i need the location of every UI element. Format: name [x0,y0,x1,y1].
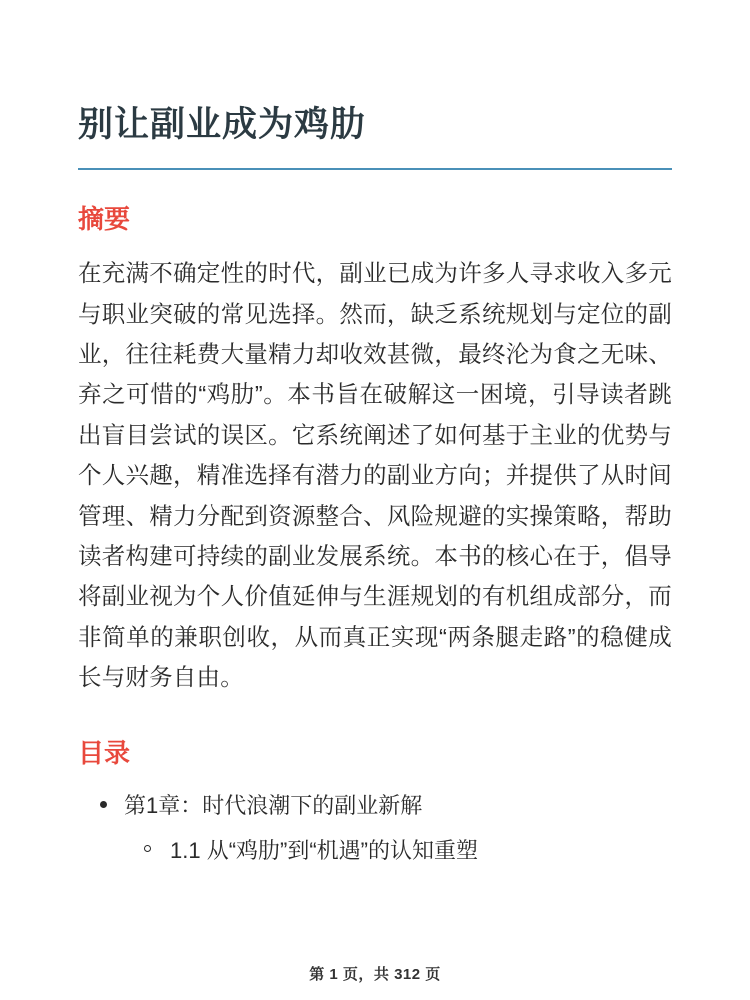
toc-chapter-label: 第1章：时代浪潮下的副业新解 [124,792,423,818]
toc-list [78,789,672,867]
toc-section-label: 1.1 从“鸡肋”到“机遇”的认知重塑 [170,837,479,863]
page-title: 别让副业成为鸡肋 [78,105,367,144]
abstract-body: 在充满不确定性的时代，副业已成为许多人寻求收入多元与职业突破的常见选择。然而，缺乏系统规划与定位的副业，往往耗费大量精力却收效甚微，最终沦为食之无味、弃之可惜的“鸡肋”。本书旨在破解这一困境，引导读者跳出盲目尝试的误区。它系统阐述了如何基于主业的优势与个人兴趣，精准选择有潜力的副业方向；并提供了从时间管理、精力分配到资源整合、风险规避的实操策略，帮助读者构建可持续的副业发展系统。本书的核心在于，倡导将副业视为个人价值延伸与生涯规划的有机组成部分，而非简单的兼职创收，从而真正实现“两条腿走路”的稳健成长与财务自由。 [78,260,672,691]
toc-heading: 目录 [78,737,131,768]
bullet-circle-icon [144,845,151,852]
toc-section-item[interactable] [124,834,672,867]
title-divider [78,168,672,170]
page-footer: 第 1 页，共 312 页 [309,966,441,983]
abstract-heading: 摘要 [78,204,131,234]
toc-sublist [124,834,672,867]
toc-chapter-item[interactable] [78,789,672,867]
bullet-disc-icon [100,801,107,808]
